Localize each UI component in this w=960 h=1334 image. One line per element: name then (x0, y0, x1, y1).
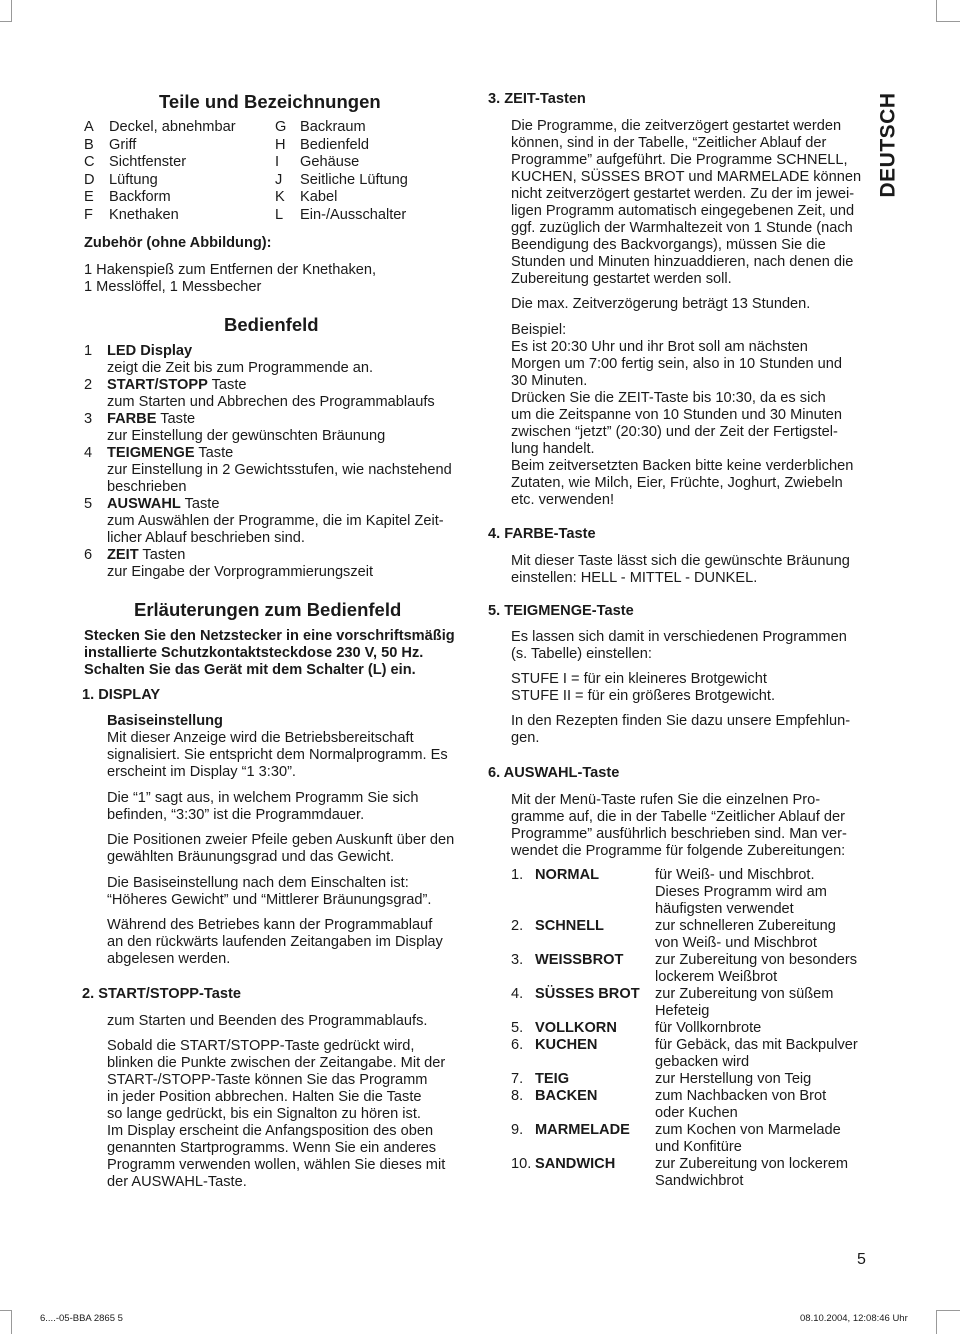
part-name: Deckel, abnehmbar (109, 119, 236, 135)
text-line: um die Zeitspanne von 10 Stunden und 30 Minuten (511, 407, 843, 423)
panel-title: Bedienfeld (224, 314, 319, 335)
panel-item-head (84, 445, 484, 462)
text-line: nicht zeitverzögert gestartet werden. Zu der im jewei- (511, 186, 855, 202)
program-desc: zum Kochen von Marmelade (655, 1122, 841, 1138)
part-row (84, 137, 284, 155)
part-row (84, 189, 284, 207)
panel-item-label: START/STOPP (107, 377, 208, 393)
crop-mark-bottom-left (0, 1310, 12, 1334)
footer-timestamp: 08.10.2004, 12:08:46 Uhr (800, 1313, 908, 1324)
text-line: Beim zeitversetzten Backen bitte keine verderblichen (511, 458, 854, 474)
section-6-paragraph-1 (511, 792, 871, 860)
panel-item-suffix: Taste (180, 496, 220, 512)
text-line: Zubereitung gestartet werden soll. (511, 271, 732, 287)
part-letter: F (84, 206, 93, 223)
program-desc: oder Kuchen (655, 1105, 738, 1121)
crop-mark-top-left (0, 0, 12, 22)
panel-item-suffix: Taste (207, 377, 247, 393)
section-4-paragraph-1 (511, 553, 871, 587)
text-line: Mit der Menü-Taste rufen Sie die einzelnen Pro- (511, 792, 821, 808)
text-line: Es ist 20:30 Uhr und ihr Brot soll am nächsten (511, 339, 808, 355)
program-line (511, 1105, 871, 1122)
program-name: SANDWICH (535, 1156, 616, 1172)
part-letter: J (275, 171, 283, 188)
part-letter: I (275, 154, 280, 171)
panel-item-head (84, 377, 484, 394)
section-2-heading: 2. START/STOPP-Taste (82, 986, 241, 1002)
text-line: ggf. zuzüglich der Warmhaltezeit von 1 Stunde (nach (511, 220, 853, 236)
section-1-paragraph-5 (107, 917, 487, 968)
part-letter: G (275, 119, 287, 135)
section-3-paragraph-1 (511, 118, 871, 288)
part-row (275, 207, 475, 225)
program-desc: und Konfitüre (655, 1139, 742, 1155)
language-tab (873, 90, 903, 200)
section-3-paragraph-2 (511, 296, 871, 313)
program-desc: für Vollkornbrote (655, 1020, 762, 1036)
section-5-paragraph-1 (511, 629, 871, 663)
panel-items (84, 343, 484, 581)
text-line: blinken die Punkte zwischen der Zeitangabe. Mit der (107, 1055, 446, 1071)
language-tab-label: DEUTSCH (876, 92, 900, 198)
text-line: Beendigung des Backvorgangs), müssen Sie die (511, 237, 826, 253)
text-line: Schalten Sie das Gerät mit dem Schalter (L) ein. (84, 662, 416, 678)
section-6-heading: 6. AUSWAHL-Taste (488, 765, 620, 781)
part-row (275, 189, 475, 207)
part-letter: K (275, 189, 285, 206)
program-desc: gebacken wird (655, 1054, 750, 1070)
program-number: 4. (511, 986, 524, 1002)
panel-item (84, 496, 484, 547)
panel-item-suffix: Tasten (138, 547, 186, 563)
program-line (511, 1088, 871, 1105)
program-name: SCHNELL (535, 918, 604, 934)
part-name: Kabel (300, 189, 338, 206)
part-letter: B (84, 136, 94, 153)
program-line (511, 918, 871, 935)
parts-list-left (84, 119, 287, 225)
text-line: In den Rezepten finden Sie dazu unsere Empfehlun- (511, 713, 851, 729)
panel-item-desc: licher Ablauf beschrieben sind. (107, 530, 305, 546)
accessories-line-2: 1 Messlöffel, 1 Messbecher (84, 279, 262, 295)
text-line: Die Basiseinstellung nach dem Einschalten ist: (107, 875, 409, 891)
text-line: Die max. Zeitverzögerung beträgt 13 Stunden. (511, 296, 811, 312)
part-letter: L (275, 206, 284, 223)
program-desc: Sandwichbrot (655, 1173, 744, 1189)
program-row (511, 918, 871, 952)
text-line: Sobald die START/STOPP-Taste gedrückt wird, (107, 1038, 415, 1054)
panel-item-label: LED Display (107, 343, 193, 359)
text-line: Stecken Sie den Netzstecker in eine vorschriftsmäßig (84, 628, 455, 644)
program-desc: zur Zubereitung von süßem (655, 986, 834, 1002)
part-letter: A (84, 119, 94, 135)
program-desc: zur schnelleren Zubereitung (655, 918, 836, 934)
program-name: VOLLKORN (535, 1020, 617, 1036)
part-letter: C (84, 154, 95, 171)
section-2-paragraph-1 (107, 1013, 487, 1030)
panel-item-desc: zum Auswählen der Programme, die im Kapitel Zeit- (107, 513, 444, 529)
panel-item-desc: zeigt die Zeit bis zum Programmende an. (107, 360, 374, 376)
crop-mark-bottom-right (936, 1310, 960, 1334)
panel-item-label: FARBE (107, 411, 157, 427)
text-line: Morgen um 7:00 fertig sein, also in 10 Stunden und (511, 356, 843, 372)
panel-item (84, 547, 484, 581)
text-line: Die “1” sagt aus, in welchem Programm Sie sich (107, 790, 419, 806)
text-line: gen. (511, 730, 540, 746)
section-5-levels (511, 671, 871, 705)
panel-item-name (107, 411, 195, 428)
section-1-paragraph-2 (107, 790, 487, 824)
section-3-heading: 3. ZEIT-Tasten (488, 91, 586, 107)
panel-item-label: AUSWAHL (107, 496, 181, 512)
program-list (511, 867, 871, 1190)
section-5-paragraph-3 (511, 713, 871, 747)
program-name: BACKEN (535, 1088, 598, 1104)
part-row (84, 119, 287, 137)
text-line: STUFE II = für ein größeres Brotgewicht. (511, 688, 775, 704)
part-row (84, 154, 284, 172)
text-line: abgelesen werden. (107, 951, 231, 967)
text-line: befinden, “3:30” ist die Programmdauer. (107, 807, 365, 823)
part-row (275, 137, 475, 155)
program-number: 1. (511, 867, 524, 883)
program-number: 7. (511, 1071, 524, 1087)
program-row (511, 952, 871, 986)
program-line (511, 969, 871, 986)
text-line: an den rückwärts laufenden Zeitangaben im Display (107, 934, 443, 950)
program-row (511, 1156, 871, 1190)
panel-item-number: 6 (84, 547, 93, 563)
program-desc: Dieses Programm wird am (655, 884, 827, 900)
part-row (84, 172, 284, 190)
program-name: KUCHEN (535, 1037, 598, 1053)
section-1-heading: 1. DISPLAY (82, 687, 161, 703)
program-desc: zum Nachbacken von Brot (655, 1088, 827, 1104)
panel-item-name (107, 547, 185, 564)
program-name: MARMELADE (535, 1122, 630, 1138)
part-name: Backform (109, 189, 171, 206)
part-name: Sichtfenster (109, 154, 187, 171)
part-letter: E (84, 189, 94, 206)
text-line: etc. verwenden! (511, 492, 615, 508)
program-row (511, 986, 871, 1020)
text-line: der AUSWAHL-Taste. (107, 1174, 247, 1190)
page-number: 5 (857, 1251, 866, 1268)
program-desc: für Gebäck, das mit Backpulver (655, 1037, 858, 1053)
panel-item-label: TEIGMENGE (107, 445, 195, 461)
part-row (275, 172, 475, 190)
text-line: 30 Minuten. (511, 373, 588, 389)
program-number: 9. (511, 1122, 524, 1138)
text-line: STUFE I = für ein kleineres Brotgewicht (511, 671, 767, 687)
panel-item (84, 343, 484, 377)
part-row (275, 119, 475, 137)
part-name: Griff (109, 136, 137, 153)
panel-item-head (84, 496, 484, 513)
parts-title: Teile und Bezeichnungen (159, 91, 381, 112)
panel-item-number: 2 (84, 377, 93, 393)
section-1-paragraph-3 (107, 832, 487, 866)
text-line: können, sind in der Tabelle, “Zeitlicher Ablauf der (511, 135, 827, 151)
program-row (511, 1088, 871, 1122)
text-line: Die Programme, die zeitverzögert gestartet werden (511, 118, 842, 134)
panel-item-head (84, 411, 484, 428)
program-name: WEISSBROT (535, 952, 624, 968)
program-number: 10. (511, 1156, 532, 1172)
text-line: erscheint im Display “1 3:30”. (107, 764, 296, 780)
text-line: einstellen: HELL - MITTEL - DUNKEL. (511, 570, 758, 586)
part-row (84, 207, 284, 225)
text-line: Zutaten, wie Milch, Eier, Früchte, Joghurt, Zwiebeln (511, 475, 843, 491)
text-line: ligen Programm automatisch eingegebenen Zeit, und (511, 203, 855, 219)
program-line (511, 1122, 871, 1139)
part-row (275, 154, 475, 172)
text-line: Programme” ausführlich beschrieben sind. Man ver- (511, 826, 847, 842)
program-name: NORMAL (535, 867, 600, 883)
program-number: 5. (511, 1020, 524, 1036)
program-line (511, 884, 871, 901)
program-number: 3. (511, 952, 524, 968)
program-line (511, 1020, 871, 1037)
panel-item-desc: zur Einstellung in 2 Gewichtsstufen, wie nachstehend (107, 462, 452, 478)
text-line: wendet die Programme für folgende Zubereitungen: (511, 843, 846, 859)
program-number: 8. (511, 1088, 524, 1104)
section-2-paragraph-2 (107, 1038, 487, 1191)
text-line: gramme auf, die in der Tabelle “Zeitlicher Ablauf der (511, 809, 845, 825)
program-row (511, 867, 871, 918)
text-line: Drücken Sie die ZEIT-Taste bis 10:30, da es sich (511, 390, 826, 406)
part-name: Lüftung (109, 171, 158, 188)
program-desc: zur Zubereitung von lockerem (655, 1156, 849, 1172)
text-line: lung handelt. (511, 441, 595, 457)
explain-intro (84, 628, 484, 679)
panel-item-number: 3 (84, 411, 93, 427)
program-line (511, 935, 871, 952)
text-line: Beispiel: (511, 322, 567, 338)
program-line (511, 1003, 871, 1020)
part-name: Gehäuse (300, 154, 360, 171)
program-line (511, 1037, 871, 1054)
program-row (511, 1020, 871, 1037)
panel-item-head (84, 343, 484, 360)
text-line: zwischen “jetzt” (20:30) und der Zeit der Fertigstel- (511, 424, 838, 440)
text-line: (s. Tabelle) einstellen: (511, 646, 652, 662)
panel-item-number: 4 (84, 445, 93, 461)
text-line: Mit dieser Taste lässt sich die gewünschte Bräunung (511, 553, 850, 569)
text-line: in jeder Position abbrechen. Halten Sie die Taste (107, 1089, 422, 1105)
program-row (511, 1122, 871, 1156)
panel-item-name (107, 343, 192, 360)
parts-list-right (275, 119, 475, 225)
program-desc: zur Herstellung von Teig (655, 1071, 812, 1087)
program-line (511, 1071, 871, 1088)
panel-item (84, 411, 484, 445)
panel-item-label: ZEIT (107, 547, 139, 563)
accessories-title: Zubehör (ohne Abbildung): (84, 235, 272, 251)
text-line: Es lassen sich damit in verschiedenen Programmen (511, 629, 847, 645)
text-line: Die Positionen zweier Pfeile geben Auskunft über den (107, 832, 455, 848)
part-letter: H (275, 136, 286, 153)
text-line: signalisiert. Sie entspricht dem Normalprogramm. Es (107, 747, 448, 763)
panel-item-name (107, 496, 219, 513)
panel-item-desc: zur Einstellung der gewünschten Bräunung (107, 428, 386, 444)
program-line (511, 1054, 871, 1071)
panel-item (84, 377, 484, 411)
crop-mark-top-right (936, 0, 960, 22)
program-number: 6. (511, 1037, 524, 1053)
panel-item-number: 1 (84, 343, 93, 359)
program-desc: lockerem Weißbrot (655, 969, 778, 985)
section-4-heading: 4. FARBE-Taste (488, 526, 596, 542)
section-1-paragraph-1 (107, 730, 487, 781)
program-name: SÜSSES BROT (535, 986, 640, 1002)
section-1-paragraph-4 (107, 875, 487, 909)
text-line: Programm verwenden wollen, wählen Sie dieses mit (107, 1157, 446, 1173)
text-line: gewählten Bräunungsgrad und das Gewicht. (107, 849, 395, 865)
text-line: Im Display erscheint die Anfangsposition des oben (107, 1123, 434, 1139)
panel-item-name (107, 445, 233, 462)
program-line (511, 986, 871, 1003)
text-line: genannten Startprogramms. Wenn Sie ein anderes (107, 1140, 437, 1156)
text-line: Während des Betriebes kann der Programmablauf (107, 917, 433, 933)
part-name: Knethaken (109, 206, 179, 223)
part-name: Seitliche Lüftung (300, 171, 408, 188)
text-line: KUCHEN, SÜSSES BROT und MARMELADE können (511, 169, 862, 185)
text-line: Programme” aufgeführt. Die Programme SCHNELL, (511, 152, 848, 168)
text-line: so lange gedrückt, bis ein Signalton zu hören ist. (107, 1106, 421, 1122)
text-line: installierte Schutzkontaktsteckdose 230 V, 50 Hz. (84, 645, 424, 661)
panel-item-suffix: Taste (156, 411, 196, 427)
program-row (511, 1071, 871, 1088)
part-name: Ein-/Ausschalter (300, 206, 407, 223)
panel-item (84, 445, 484, 496)
section-3-example (511, 322, 871, 509)
text-line: Mit dieser Anzeige wird die Betriebsbereitschaft (107, 730, 414, 746)
text-line: Stunden und Minuten hinzuaddieren, nach denen die (511, 254, 854, 270)
panel-item-desc: zum Starten und Abbrechen des Programmablaufs (107, 394, 435, 410)
part-letter: D (84, 171, 95, 188)
panel-item-head (84, 547, 484, 564)
program-line (511, 1139, 871, 1156)
panel-item-suffix: Taste (194, 445, 234, 461)
program-desc: Hefeteig (655, 1003, 710, 1019)
program-desc: für Weiß- und Mischbrot. (655, 867, 815, 883)
panel-item-desc: beschrieben (107, 479, 187, 495)
part-name: Backraum (300, 119, 366, 135)
program-desc: von Weiß- und Mischbrot (655, 935, 817, 951)
part-name: Bedienfeld (300, 136, 369, 153)
panel-item-desc: zur Eingabe der Vorprogrammierungszeit (107, 564, 374, 580)
explain-title: Erläuterungen zum Bedienfeld (134, 599, 402, 620)
program-desc: zur Zubereitung von besonders (655, 952, 858, 968)
program-line (511, 901, 871, 918)
program-name: TEIG (535, 1071, 570, 1087)
accessories-line-1: 1 Hakenspieß zum Entfernen der Knethaken, (84, 262, 377, 278)
panel-item-number: 5 (84, 496, 93, 512)
program-number: 2. (511, 918, 524, 934)
panel-item-name (107, 377, 247, 394)
section-5-heading: 5. TEIGMENGE-Taste (488, 603, 634, 619)
program-line (511, 1156, 871, 1173)
footer-file-info: 6....-05-BBA 2865 5 (40, 1313, 123, 1324)
section-1-subheading: Basiseinstellung (107, 713, 223, 729)
program-line (511, 867, 871, 884)
text-line: “Höheres Gewicht” und “Mittlerer Bräunungsgrad”. (107, 892, 432, 908)
program-row (511, 1037, 871, 1071)
text-line: START-/STOPP-Taste können Sie das Programm (107, 1072, 428, 1088)
program-desc: häufigsten verwendet (655, 901, 794, 917)
program-line (511, 952, 871, 969)
text-line: zum Starten und Beenden des Programmablaufs. (107, 1013, 428, 1029)
program-line (511, 1173, 871, 1190)
